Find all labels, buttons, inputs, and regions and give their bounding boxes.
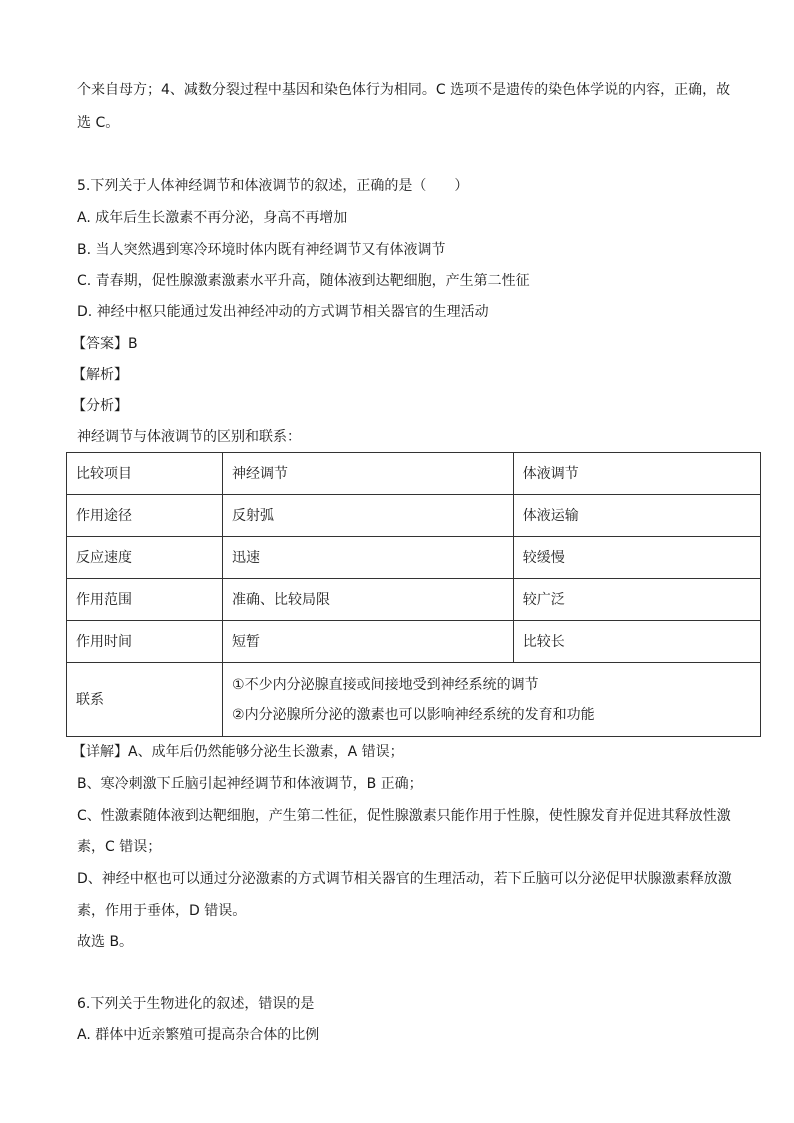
q6-stem: 6.下列关于生物进化的叙述，错误的是 bbox=[77, 996, 315, 1012]
q5-detail-line: 【详解】A、成年后仍然能够分泌生长激素，A 错误； bbox=[72, 744, 404, 760]
table-cell: 迅速 bbox=[223, 537, 514, 579]
q5-option-d: D. 神经中枢只能通过发出神经冲动的方式调节相关器官的生理活动 bbox=[77, 304, 489, 320]
q5-detail-line: 故选 B。 bbox=[77, 934, 134, 950]
table-link-line: ①不少内分泌腺直接或间接地受到神经系统的调节 bbox=[232, 676, 539, 693]
table-cell: 体液运输 bbox=[513, 495, 760, 537]
table-link-line: ②内分泌腺所分泌的激素也可以影响神经系统的发育和功能 bbox=[232, 706, 595, 723]
table-row bbox=[67, 579, 761, 621]
table-cell: 短暂 bbox=[223, 621, 514, 663]
q5-fenxi-heading: 【分析】 bbox=[72, 398, 128, 414]
q5-stem: 5.下列关于人体神经调节和体液调节的叙述，正确的是（ ） bbox=[77, 178, 469, 194]
table-header-cell: 比较项目 bbox=[67, 453, 223, 495]
q5-table-intro: 神经调节与体液调节的区别和联系： bbox=[77, 429, 301, 445]
table-cell: 较广泛 bbox=[513, 579, 760, 621]
q5-option-b: B. 当人突然遇到寒冷环境时体内既有神经调节又有体液调节 bbox=[77, 242, 446, 258]
table-cell: 反应速度 bbox=[67, 537, 223, 579]
table-row bbox=[67, 537, 761, 579]
table-header-row bbox=[67, 453, 761, 495]
table-link-label: 联系 bbox=[67, 663, 223, 737]
table-link-row bbox=[67, 663, 761, 737]
q6-option-a: A. 群体中近亲繁殖可提高杂合体的比例 bbox=[77, 1027, 320, 1043]
table-header-cell: 体液调节 bbox=[513, 453, 760, 495]
table-header-cell: 神经调节 bbox=[223, 453, 514, 495]
table-cell: 作用时间 bbox=[67, 621, 223, 663]
comparison-table bbox=[66, 452, 761, 737]
q5-detail-line: C、性激素随体液到达靶细胞，产生第二性征，促性腺激素只能作用于性腺，使性腺发育并促进其释放性激 bbox=[77, 808, 731, 824]
q5-detail-line: B、寒冷刺激下丘脑引起神经调节和体液调节，B 正确； bbox=[77, 776, 423, 792]
q5-option-a: A. 成年后生长激素不再分泌，身高不再增加 bbox=[77, 210, 348, 226]
table-cell: 较缓慢 bbox=[513, 537, 760, 579]
prev-text-line-2: 选 C。 bbox=[77, 115, 120, 131]
q5-detail-line: 素，C 错误； bbox=[77, 839, 162, 855]
q5-detail-line: 素，作用于垂体，D 错误。 bbox=[77, 903, 247, 919]
table-row bbox=[67, 621, 761, 663]
table-link-cell bbox=[223, 663, 761, 737]
prev-text-line-1: 个来自母方；4、减数分裂过程中基因和染色体行为相同。C 选项不是遗传的染色体学说的内容，正确，故 bbox=[77, 82, 731, 98]
q5-detail-line: D、神经中枢也可以通过分泌激素的方式调节相关器官的生理活动，若下丘脑可以分泌促甲状腺激素释放激 bbox=[77, 871, 732, 887]
table-cell: 准确、比较局限 bbox=[223, 579, 514, 621]
q5-option-c: C. 青春期，促性腺激素激素水平升高，随体液到达靶细胞，产生第二性征 bbox=[77, 273, 530, 289]
table-row bbox=[67, 495, 761, 537]
q5-analysis-heading: 【解析】 bbox=[72, 367, 128, 383]
table-cell: 作用途径 bbox=[67, 495, 223, 537]
table-cell: 比较长 bbox=[513, 621, 760, 663]
table-cell: 反射弧 bbox=[223, 495, 514, 537]
table-cell: 作用范围 bbox=[67, 579, 223, 621]
q5-answer: 【答案】B bbox=[72, 336, 138, 352]
